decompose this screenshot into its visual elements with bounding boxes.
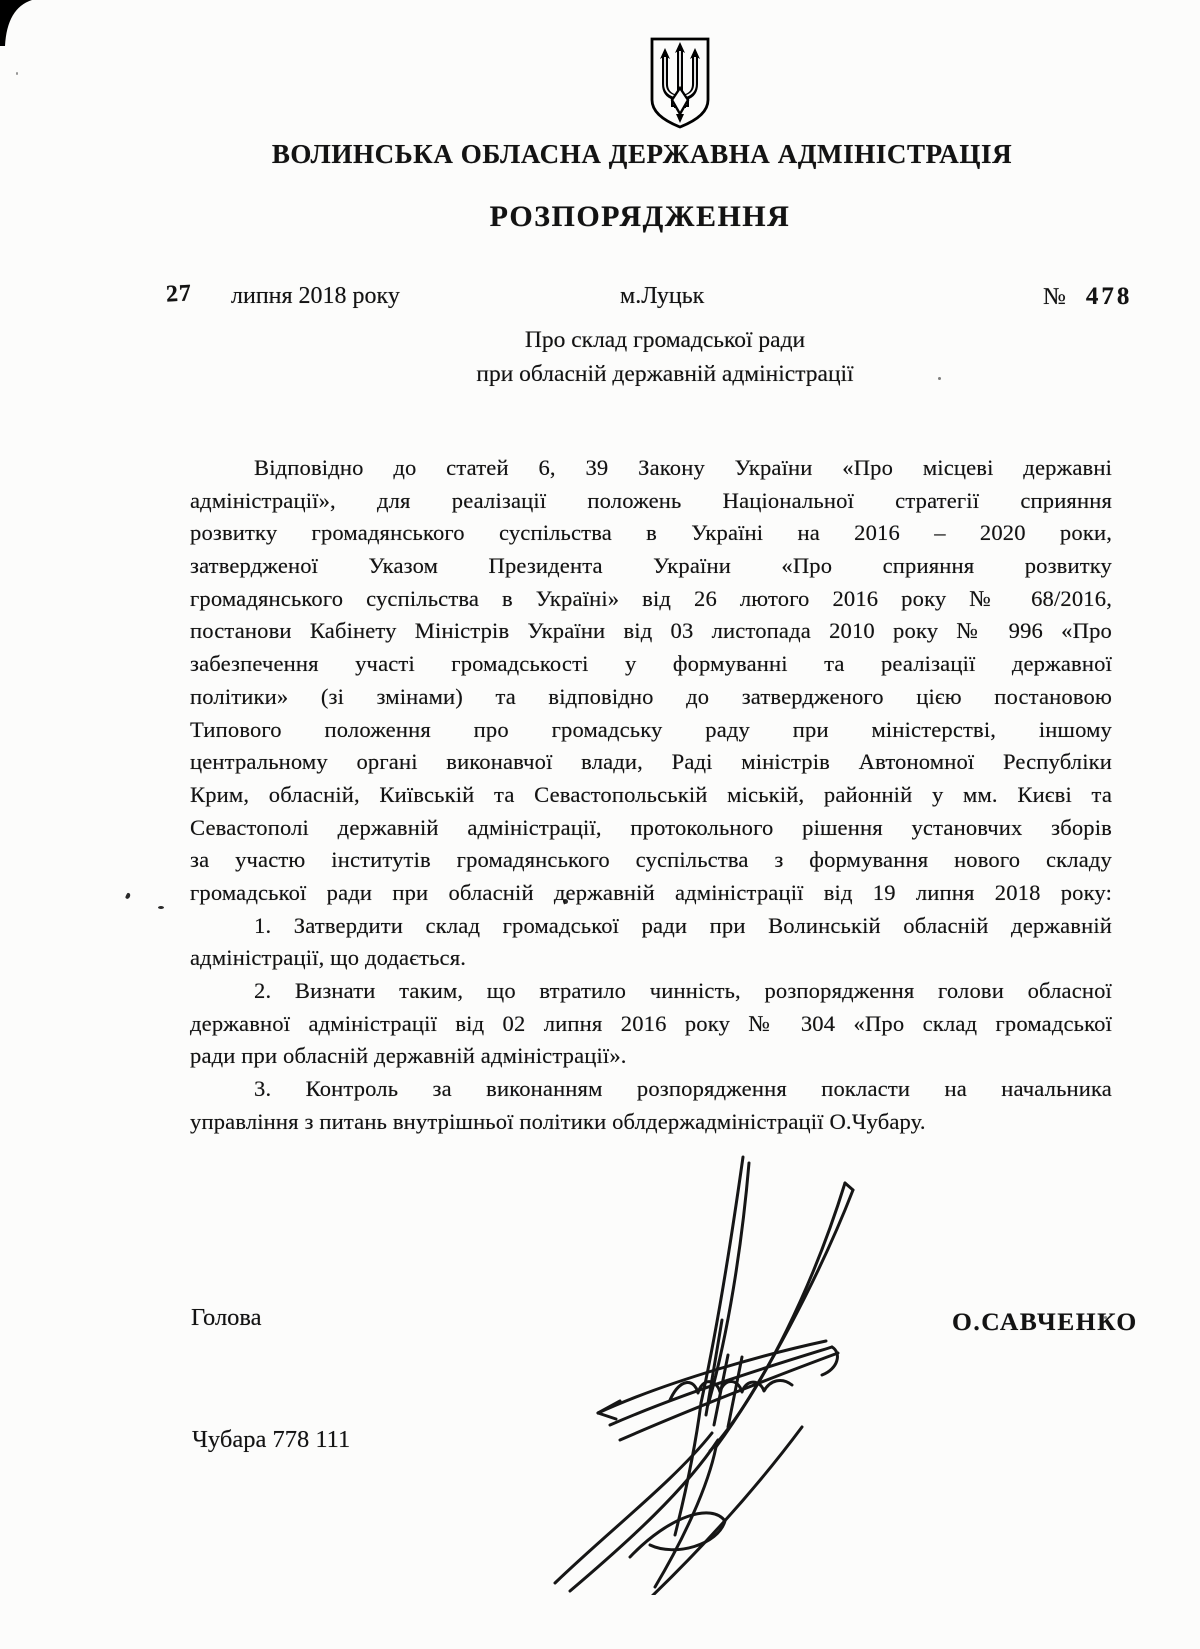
body-line: Севастополі державній адміністрації, протокольного рішення установчих зборів — [190, 814, 1112, 840]
body-line: громадської ради при обласній державній адміністрації від 19 липня 2018 року: — [190, 879, 1112, 905]
body-line: Крим, обласній, Київській та Севастопольській міській, районній у мм. Києві та — [190, 781, 1112, 807]
body-line: Типового положення про громадську раду при міністерстві, іншому — [190, 716, 1112, 742]
body-line: громадянського суспільства в Україні» від 26 лютого 2016 року № 68/2016, — [190, 585, 1112, 611]
executor-contact: Чубара 778 111 — [192, 1426, 351, 1453]
body-line: центральному органі виконавчої влади, Раді міністрів Автономної Республіки — [190, 749, 1112, 775]
body-line: політики» (зі змінами) та відповідно до затвердженого цією постановою — [190, 683, 1112, 709]
date-place-number-line — [0, 280, 1200, 317]
scan-speck — [16, 72, 18, 75]
number-value-stamp: 478 — [1085, 283, 1133, 310]
document-type-title: РОЗПОРЯДЖЕННЯ — [489, 200, 791, 233]
body-line: забезпечення участі громадськості у формуванні та реалізації державної — [190, 651, 1112, 677]
subject-line: Про склад громадської ради — [524, 327, 806, 353]
document-subject — [65, 324, 1200, 391]
body-line: Відповідно до статей 6, 39 Закону України «Про місцеві державні — [254, 455, 1112, 480]
body-line: 2. Визнати таким, що втратило чинність, розпорядження голови обласної — [254, 978, 1112, 1003]
body-line: державної адміністрації від 02 липня 2016 року № 304 «Про склад громадської — [190, 1010, 1112, 1036]
body-line: адміністрації, що додається. — [190, 945, 467, 971]
body-line: ради при обласній державній адміністрації». — [190, 1043, 627, 1069]
organization-name: ВОЛИНСЬКА ОБЛАСНА ДЕРЖАВНА АДМІНІСТРАЦІЯ — [271, 139, 1013, 169]
signer-name: О.САВЧЕНКО — [952, 1307, 1138, 1336]
subject-line: при обласній державній адміністрації — [476, 360, 854, 387]
document-day-stamp: 27 — [165, 280, 193, 308]
document-date: липня 2018 року — [231, 283, 400, 309]
document-number — [1043, 283, 1132, 311]
document-city: м.Луцьк — [620, 283, 705, 309]
body-line: постанови Кабінету Міністрів України від 03 листопада 2010 року № 996 «Про — [190, 618, 1112, 644]
signer-position: Голова — [191, 1304, 262, 1331]
body-line: розвитку громадянського суспільства в Україні на 2016 – 2020 роки, — [190, 520, 1112, 546]
document-body — [190, 452, 1112, 1138]
body-line: затвердженої Указом Президента України «Про сприяння розвитку — [190, 553, 1112, 579]
handwritten-signature — [470, 1095, 910, 1595]
body-line: управління з питань внутрішньої політики облдержадміністрації О.Чубару. — [190, 1108, 926, 1134]
body-line: 1. Затвердити склад громадської ради при Волинській обласній державній — [254, 912, 1112, 938]
scan-corner-artifact — [0, 0, 46, 54]
body-line: адміністрації», для реалізації положень Національної стратегії сприяння — [190, 487, 1112, 513]
body-line: 3. Контроль за виконанням розпорядження покласти на начальника — [254, 1076, 1112, 1102]
scan-speck — [158, 906, 164, 909]
scan-speck — [125, 892, 131, 899]
number-sign: № — [1043, 284, 1066, 310]
ukraine-trident-emblem-icon — [646, 36, 714, 130]
body-line: за участю інститутів громадянського суспільства з формування нового складу — [190, 847, 1112, 873]
